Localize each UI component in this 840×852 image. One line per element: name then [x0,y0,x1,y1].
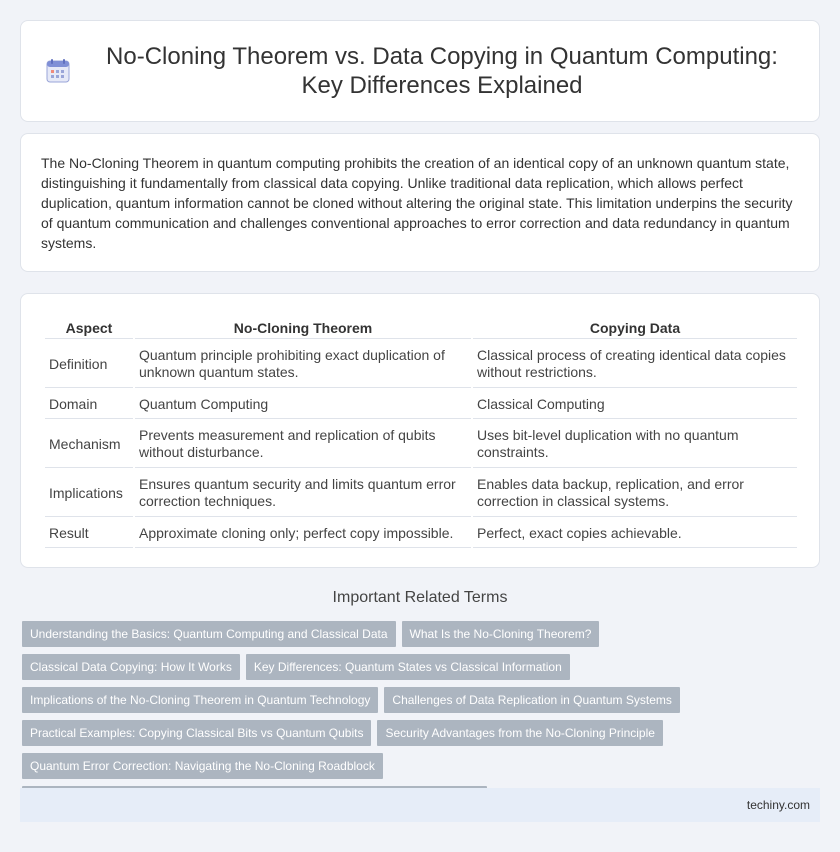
related-term-tag[interactable]: What Is the No-Cloning Theorem? [402,621,600,647]
related-term-tag[interactable]: Understanding the Basics: Quantum Computing and Classical Data [22,621,396,647]
related-term-tag[interactable]: Security Advantages from the No-Cloning Principle [377,720,662,746]
table-cell-aspect: Definition [45,341,133,388]
table-row [45,390,797,419]
table-row [45,470,797,517]
table-cell: Perfect, exact copies achievable. [473,519,797,548]
document-icon [45,58,71,84]
table-cell: Classical process of creating identical data copies without restrictions. [473,341,797,388]
table-cell: Enables data backup, replication, and error correction in classical systems. [473,470,797,517]
comparison-table [43,314,799,550]
table-header-row [45,316,797,339]
table-cell: Approximate cloning only; perfect copy impossible. [135,519,471,548]
intro-card [20,133,820,272]
related-term-tag[interactable]: Key Differences: Quantum States vs Classical Information [246,654,570,680]
table-row [45,341,797,388]
related-term-tag[interactable]: Quantum Error Correction: Navigating the No-Cloning Roadblock [22,753,383,779]
table-cell: Uses bit-level duplication with no quantum constraints. [473,421,797,468]
related-term-tag[interactable]: Practical Examples: Copying Classical Bits vs Quantum Qubits [22,720,371,746]
column-header-aspect: Aspect [45,316,133,339]
table-cell-aspect: Implications [45,470,133,517]
column-header-no-cloning: No-Cloning Theorem [135,316,471,339]
table-cell-aspect: Result [45,519,133,548]
table-cell: Quantum Computing [135,390,471,419]
table-cell-aspect: Mechanism [45,421,133,468]
related-term-tag[interactable]: Implications of the No-Cloning Theorem in Quantum Technology [22,687,378,713]
table-row [45,519,797,548]
footer [20,788,820,822]
related-terms-title: Important Related Terms [332,589,508,606]
footer-brand[interactable]: techiny.com [746,798,810,812]
page-title: No-Cloning Theorem vs. Data Copying in Quantum Computing: Key Differences Explained [106,43,778,99]
table-row [45,421,797,468]
table-cell: Ensures quantum security and limits quantum error correction techniques. [135,470,471,517]
table-cell: Prevents measurement and replication of qubits without disturbance. [135,421,471,468]
intro-paragraph: The No-Cloning Theorem in quantum computing prohibits the creation of an identical copy of an unknown quantum state, distinguishing it fundamentally from classical data copying. Unlike traditional data replication, which allows perfect duplication, quantum information cannot be cloned without altering the original state. This limitation underpins the security of quantum communication and challenges conventional approaches to error correction and data redundancy in quantum systems. [41,155,793,251]
column-header-copying-data: Copying Data [473,316,797,339]
table-cell: Quantum principle prohibiting exact duplication of unknown quantum states. [135,341,471,388]
table-cell-aspect: Domain [45,390,133,419]
related-term-tag[interactable]: Challenges of Data Replication in Quantum Systems [384,687,679,713]
header-card [20,20,820,122]
related-term-tag[interactable]: Classical Data Copying: How It Works [22,654,240,680]
comparison-card [20,293,820,568]
table-cell: Classical Computing [473,390,797,419]
